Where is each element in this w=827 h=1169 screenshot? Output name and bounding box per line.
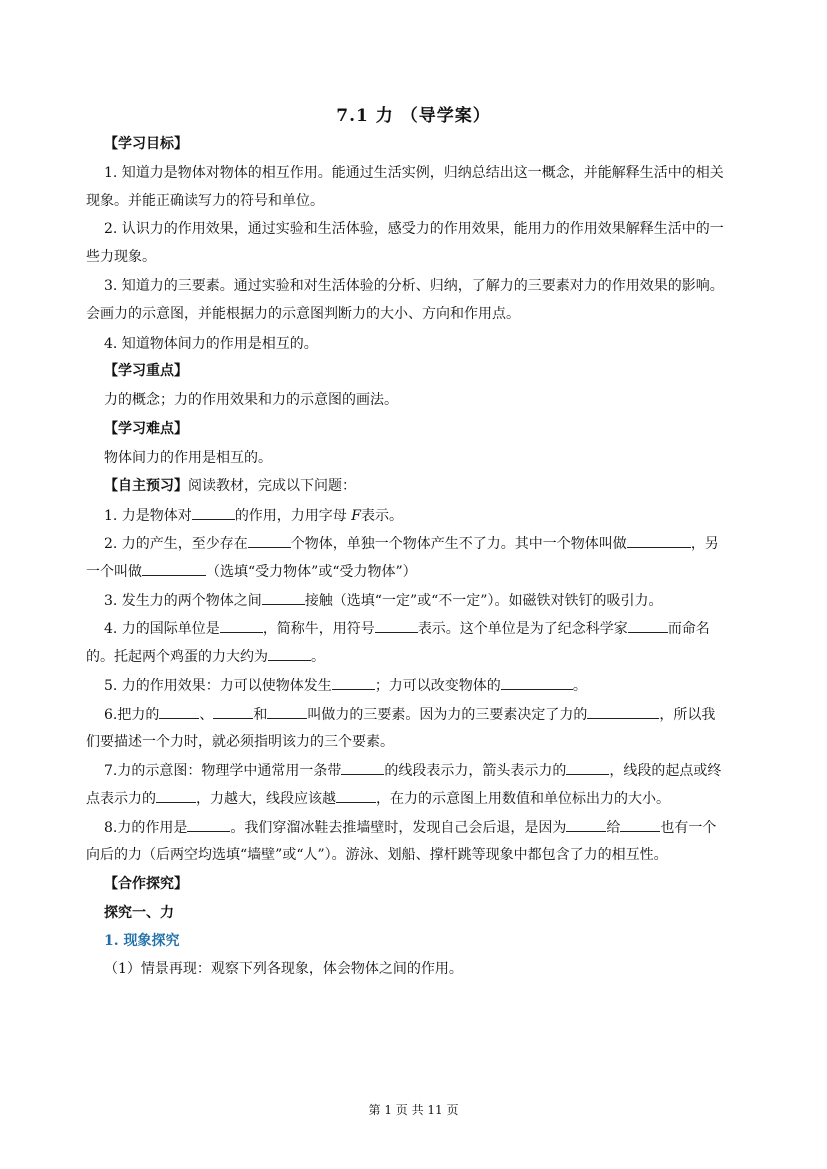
key-points-heading: 【学习重点】 (104, 363, 188, 379)
q7-text-f: ，在力的示意图上用数值和单位标出力的大小。 (376, 791, 670, 807)
q1-text-c: 表示。 (360, 508, 403, 524)
question-1 (104, 506, 403, 525)
goal-3-line-2: 会画力的示意图，并能根据力的示意图判断力的大小、方向和作用点。 (86, 306, 520, 322)
question-8-line-1 (104, 818, 716, 837)
question-7-line-1 (104, 761, 721, 780)
q4-text-d: 而命名 (667, 621, 710, 637)
preview-intro: 阅读教材，完成以下问题： (188, 478, 356, 494)
q6-blank-3[interactable] (267, 705, 307, 719)
cooperation-heading: 【合作探究】 (104, 876, 188, 892)
question-3 (104, 591, 662, 610)
phenomenon-explore-heading: 1. 现象探究 (104, 933, 180, 949)
q8-text-d: 也有一个 (660, 820, 717, 836)
q7-blank-3[interactable] (156, 789, 196, 803)
q4-text-e: 的。托起两个鸡蛋的力大约为 (86, 649, 268, 665)
question-2-line-1 (104, 534, 719, 553)
goal-1-line-2: 现象。并能正确读写力的符号和单位。 (86, 193, 324, 209)
q3-blank-1[interactable] (262, 591, 305, 605)
q5-blank-2[interactable] (501, 676, 573, 690)
q7-text-a: 7.力的示意图：物理学中通常用一条带 (104, 763, 342, 779)
question-2-line-2 (86, 562, 417, 581)
q1-letter: F (351, 508, 361, 524)
question-7-line-2 (86, 789, 670, 808)
q7-blank-4[interactable] (336, 789, 376, 803)
q7-blank-1[interactable] (341, 761, 384, 775)
q6-blank-4[interactable] (587, 705, 659, 719)
q1-blank-1[interactable] (192, 506, 235, 520)
q2-text-e: （选填“受力物体”或“受力物体”） (206, 564, 417, 580)
q4-blank-4[interactable] (268, 647, 311, 661)
q8-text-b: 。我们穿溜冰鞋去推墙壁时，发现自己会后退，是因为 (230, 820, 567, 836)
q2-blank-2[interactable] (627, 534, 691, 548)
goal-4: 4. 知道物体间力的作用是相互的。 (104, 336, 318, 352)
page-title: 7.1 力 （导学案） (336, 106, 491, 126)
q2-text-b: 个物体，单独一个物体产生不了力。其中一个物体叫做 (290, 536, 627, 552)
q8-blank-1[interactable] (187, 818, 230, 832)
q1-text-a: 1. 力是物体对 (104, 508, 192, 524)
q4-blank-1[interactable] (220, 619, 263, 633)
preview-line (104, 477, 356, 495)
explore-1-heading: 探究一、力 (104, 905, 174, 921)
q3-text-b: 接触（选填“一定”或“不一定”）。如磁铁对铁钉的吸引力。 (304, 593, 663, 609)
question-8-line-2: 向后的力（后两空均选填“墙壁”或“人”）。游泳、划船、撑杆跳等现象中都包含了力的相互性。 (86, 847, 668, 863)
goal-2-line-1: 2. 认识力的作用效果，通过实验和生活体验，感受力的作用效果，能用力的作用效果解释生活中的一 (104, 221, 724, 237)
q6-text-b: 、 (199, 707, 214, 723)
difficulties-heading: 【学习难点】 (104, 421, 188, 437)
q4-text-b: ，简称牛，用符号 (262, 621, 375, 637)
q3-text-a: 3. 发生力的两个物体之间 (104, 593, 262, 609)
q5-text-c: 。 (572, 678, 587, 694)
q6-text-a: 6.把力的 (104, 707, 160, 723)
q5-text-b: ；力可以改变物体的 (374, 678, 501, 694)
q4-text-a: 4. 力的国际单位是 (104, 621, 220, 637)
q2-blank-1[interactable] (248, 534, 291, 548)
q7-text-d: 点表示力的 (86, 791, 156, 807)
q2-blank-3[interactable] (142, 562, 206, 576)
q6-text-e: ，所以我 (659, 707, 716, 723)
q7-text-e: ，力越大，线段应该越 (196, 791, 336, 807)
q6-text-d: 叫做力的三要素。因为力的三要素决定了力的 (307, 707, 588, 723)
scene-text: （1）情景再现：观察下列各现象，体会物体之间的作用。 (104, 961, 463, 977)
q7-text-b: 的线段表示力，箭头表示力的 (384, 763, 567, 779)
q4-blank-3[interactable] (628, 619, 668, 633)
question-6-line-1 (104, 705, 715, 724)
preview-heading: 【自主预习】 (104, 478, 188, 494)
q8-text-c: 给 (606, 820, 621, 836)
q7-blank-2[interactable] (566, 761, 609, 775)
q8-blank-2[interactable] (566, 818, 606, 832)
q4-blank-2[interactable] (375, 619, 418, 633)
q6-blank-2[interactable] (213, 705, 253, 719)
goal-1-line-1: 1. 知道力是物体对物体的相互作用。能通过生活实例，归纳总结出这一概念，并能解释生活中的相关 (104, 165, 724, 181)
q2-text-d: 一个叫做 (86, 564, 142, 580)
q1-text-b: 的作用，力用字母 (234, 508, 352, 524)
q4-text-f: 。 (311, 649, 325, 665)
q7-text-c: ，线段的起点或终 (609, 763, 722, 779)
q8-text-a: 8.力的作用是 (104, 820, 188, 836)
question-5 (104, 676, 587, 695)
q6-blank-1[interactable] (159, 705, 199, 719)
goals-heading: 【学习目标】 (104, 136, 188, 152)
page-footer: 第 1 页 共 11 页 (368, 1103, 459, 1117)
question-4-line-2 (86, 647, 325, 666)
difficulties-text: 物体间力的作用是相互的。 (104, 450, 272, 466)
key-points-text: 力的概念；力的作用效果和力的示意图的画法。 (104, 392, 398, 408)
goal-3-line-1: 3. 知道力的三要素。通过实验和对生活体验的分析、归纳，了解力的三要素对力的作用效果的影响。 (104, 278, 724, 294)
q6-text-c: 和 (253, 707, 268, 723)
question-4-line-1 (104, 619, 710, 638)
q8-blank-3[interactable] (620, 818, 660, 832)
goal-2-line-2: 些力现象。 (86, 249, 156, 265)
q2-text-a: 2. 力的产生，至少存在 (104, 536, 248, 552)
q5-blank-1[interactable] (332, 676, 375, 690)
q2-text-c: ，另 (690, 536, 719, 552)
question-6-line-2: 们要描述一个力时，就必须指明该力的三个要素。 (86, 734, 394, 750)
q4-text-c: 表示。这个单位是为了纪念科学家 (417, 621, 628, 637)
q5-text-a: 5. 力的作用效果：力可以使物体发生 (104, 678, 332, 694)
